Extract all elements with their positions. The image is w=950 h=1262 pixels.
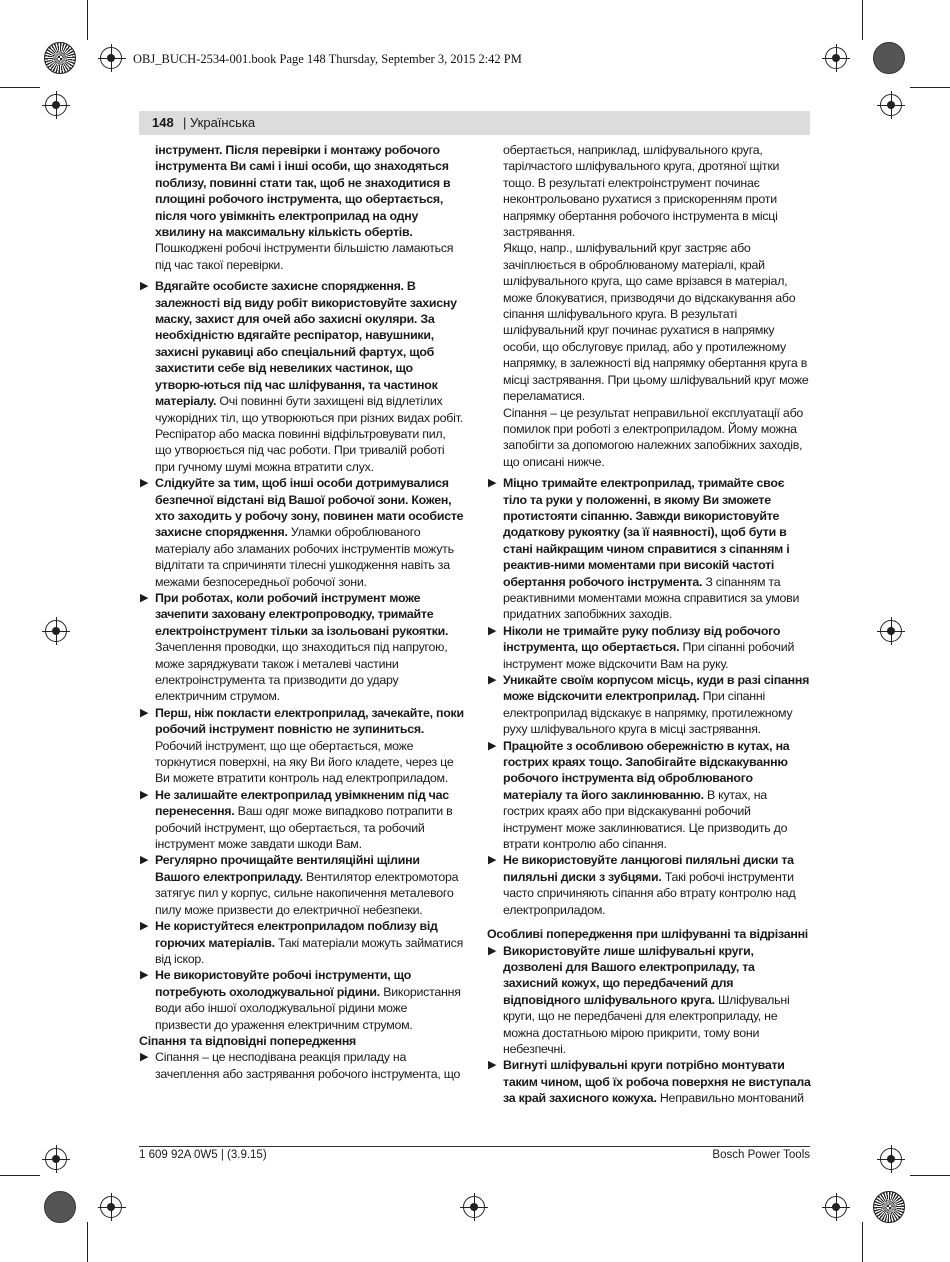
bullet-arrow-icon: ▶ xyxy=(140,854,149,867)
bullet-arrow-icon: ▶ xyxy=(140,591,149,604)
bullet-arrow-icon: ▶ xyxy=(488,477,497,490)
registration-target-icon xyxy=(45,620,67,642)
registration-target-icon xyxy=(463,1196,485,1218)
section-heading: Сіпання та відповідні попередження xyxy=(139,1033,357,1048)
bullet-arrow-icon: ▶ xyxy=(140,477,149,490)
registration-target-icon xyxy=(825,47,847,69)
footer-brand: Bosch Power Tools xyxy=(712,1149,810,1161)
continued-paragraph: інструмент. Після перевірки і монтажу робочого інструмента Ви самі і інші особи, що знаходяться поблизу, повинні стати так, щоб не знаходитися в площині робочого інструмента, що обертається, після чого увімкніть електроприлад на одну хвилину на максимальну кількість обертів. Пошкоджені робочі інструменти більшістю ламаються під час такої перевірки. xyxy=(155,143,454,272)
bullet-arrow-icon: ▶ xyxy=(140,1051,149,1064)
registration-target-icon xyxy=(880,94,902,116)
footer-rule xyxy=(139,1146,810,1147)
list-item: ▶ Регулярно прочищайте вентиляційні щілини Вашого електроприладу. Вентилятор електромотора затягує пил у корпус, сильне накопичення металевого пилу може призвести до електричної небезпеки. xyxy=(140,853,459,917)
list-item: ▶ Не залишайте електроприлад увімкненим під час перенесення. Ваш одяг може випадково потрапити в робочий інструмент, що обертається, та робочий інструмент може завдати шкоди Вам. xyxy=(140,787,453,852)
list-item: ▶ Не використовуйте ланцюгові пиляльні диски та пиляльні диски з зубцями. Такі робочі інструменти часто спричиняють сіпання або втрату контролю над електроприладом. xyxy=(488,853,796,917)
list-item: ▶ Використовуйте лише шліфувальні круги, дозволені для Вашого електроприладу, та захисний кожух, що передбачений для відповідного шліфувального круга. Шліфувальні круги, що не передбачені для електроприладу, не можна достатньою мірою прикрити, тому вони небезпечні. xyxy=(488,943,790,1056)
registration-target-icon xyxy=(100,1196,122,1218)
list-item: ▶ Вигнуті шліфувальні круги потрібно монтувати таким чином, щоб їх робоча поверхня не виступала за край захисного кожуха. Неправильно монтований xyxy=(488,1058,811,1106)
registration-target-icon xyxy=(880,620,902,642)
bullet-arrow-icon: ▶ xyxy=(488,674,497,686)
list-item: ▶ Уникайте своїм корпусом місць, куди в разі сіпання може відскочити електроприлад. При сіпанні електроприлад відскакує в напрямку, протилежному руху шліфувального круга в місці застрявання. xyxy=(488,673,810,737)
list-item: ▶ При роботах, коли робочий інструмент може зачепити заховану електропроводку, тримайте електроінструмент тільки за ізольовані рукоятки. Зачеплення проводки, що знаходиться під напругою, може заряджувати також і металеві частини електроінструмента та призводити до удару електричним струмом. xyxy=(140,590,449,704)
list-item: ▶ Сіпання – це несподівана реакція приладу на зачеплення або застрявання робочого інструмента, що xyxy=(140,1050,461,1081)
paragraph: Якщо, напр., шліфувальний круг застряє або зачіплюється в оброблюваному матеріалі, край шліфувального круга, що саме врізався в матеріал, може блокуватися, призводячи до відскакування або сіпання шліфувального круга. В результаті шліфувальний круг починає рухатися в напрямку особи, що обслуговує прилад, або у протилежному напрямку, в залежності від напрямку обертання круга в місці застрявання. При цьому шліфувальний круг може переламатися. xyxy=(503,241,809,404)
header-language: | Українська xyxy=(183,115,256,130)
color-starburst-icon xyxy=(44,42,76,74)
list-item: ▶ Перш, ніж покласти електроприлад, зачекайте, поки робочий інструмент повністю не зупиниться. Робочий інструмент, що ще обертається, може торкнутися поверхні, на яку Ви його кладете, через це Ви можете втратити контроль над електроприладом. xyxy=(140,705,464,786)
section-heading: Особливі попередження при шліфуванні та відрізанні xyxy=(487,927,808,942)
bullet-arrow-icon: ▶ xyxy=(488,854,497,867)
bullet-arrow-icon: ▶ xyxy=(140,280,149,293)
left-column xyxy=(139,142,464,1082)
color-starburst-icon xyxy=(873,1191,905,1223)
gray-disc-icon xyxy=(873,42,905,74)
page-header xyxy=(139,111,810,135)
registration-target-icon xyxy=(880,1148,902,1170)
bullet-arrow-icon: ▶ xyxy=(488,739,497,752)
bullet-arrow-icon: ▶ xyxy=(140,969,149,982)
registration-target-icon xyxy=(825,1196,847,1218)
bullet-arrow-icon: ▶ xyxy=(140,788,149,801)
bullet-arrow-icon: ▶ xyxy=(488,1059,497,1072)
continued-paragraph: обертається, наприклад, шліфувального круга, тарілчастого шліфувального круга, дротяної щітки тощо. В результаті електроінструмент починає неконтрольовано рухатися з прискоренням проти напрямку обертання робочого інструмента в місці застрявання. xyxy=(503,143,780,240)
footer-doc-number: 1 609 92A 0W5 | (3.9.15) xyxy=(139,1149,267,1161)
list-item: ▶ Міцно тримайте електроприлад, тримайте своє тіло та руки у положенні, в якому Ви зможете протистояти сіпанню. Завжди використовуйте додаткову рукоятку (за її наявності), щоб бути в стані найкращим чином справитися з сіпанням і реактив-ними моментами при високій частоті обертання робочого інструмента. З сіпанням та реактивними моментами можна справитися за умови придатних запобіжних заходів. xyxy=(488,476,800,622)
bullet-arrow-icon: ▶ xyxy=(488,624,497,637)
list-item: ▶ Не користуйтеся електроприладом поблизу від горючих матеріалів. Такі матеріали можуть займатися від іскор. xyxy=(140,919,464,966)
registration-target-icon xyxy=(45,1148,67,1170)
list-item: ▶ Ніколи не тримайте руку поблизу від робочого інструмента, що обертається. При сіпанні робочий інструмент може відскочити Вам на руку. xyxy=(488,623,795,671)
gray-disc-icon xyxy=(44,1191,76,1223)
registration-target-icon xyxy=(45,94,67,116)
bullet-arrow-icon: ▶ xyxy=(488,944,497,957)
page-number: 148 xyxy=(152,115,174,130)
registration-target-icon xyxy=(100,47,122,69)
bullet-arrow-icon: ▶ xyxy=(140,706,149,719)
list-item: ▶ Слідкуйте за тим, щоб інші особи дотримувалися безпечної відстані від Вашої робочої зони. Кожен, хто заходить у робочу зону, повинен мати особисте захисне спорядження. Уламки оброблюваного матеріалу або зламаних робочих інструментів можуть відлітати та спричиняти тілесні ушкодження навіть за межами безпосередньої робочої зони. xyxy=(140,476,464,589)
list-item: ▶ Працюйте з особливою обережністю в кутах, на гострих краях тощо. Запобігайте відскакуванню робочого інструмента від оброблюваного матеріалу та його заклинюванню. В кутах, на гострих краях або при відскакуванні робочий інструмент може заклинюватися. Це призводить до втрати контролю або сіпання. xyxy=(488,738,790,852)
list-item: ▶ Не використовуйте робочі інструменти, що потребують охолоджувальної рідини. Використання води або іншої охолоджувальної рідини може призвести до ураження електричним струмом. xyxy=(140,968,461,1032)
paragraph: Сіпання – це результат неправильної експлуатації або помилок при роботі з електроприладом. Йому можна запобігти за допомогою належних запобіжних заходів, що описані нижче. xyxy=(503,405,804,469)
bullet-arrow-icon: ▶ xyxy=(140,920,149,933)
list-item: ▶ Вдягайте особисте захисне спорядження. В залежності від виду робіт використовуйте захисну маску, захист для очей або захисні окуляри. За необхідністю вдягайте респіратор, навушники, захисні рукавиці або спеціальний фартух, щоб захистити себе від невеликих частинок, що утворю-ються під час шліфування, та частинок матеріалу. Очі повинні бути захищені від відлетілих чужорідних тіл, що утворюються при різних видах робіт. Респіратор або маска повинні відфільтровувати пил, що утворюється під час роботи. При тривалій роботі при гучному шумі можна втратити слух. xyxy=(140,279,463,474)
right-column xyxy=(487,142,811,1107)
print-slug: OBJ_BUCH-2534-001.book Page 148 Thursday, September 3, 2015 2:42 PM xyxy=(133,52,522,66)
